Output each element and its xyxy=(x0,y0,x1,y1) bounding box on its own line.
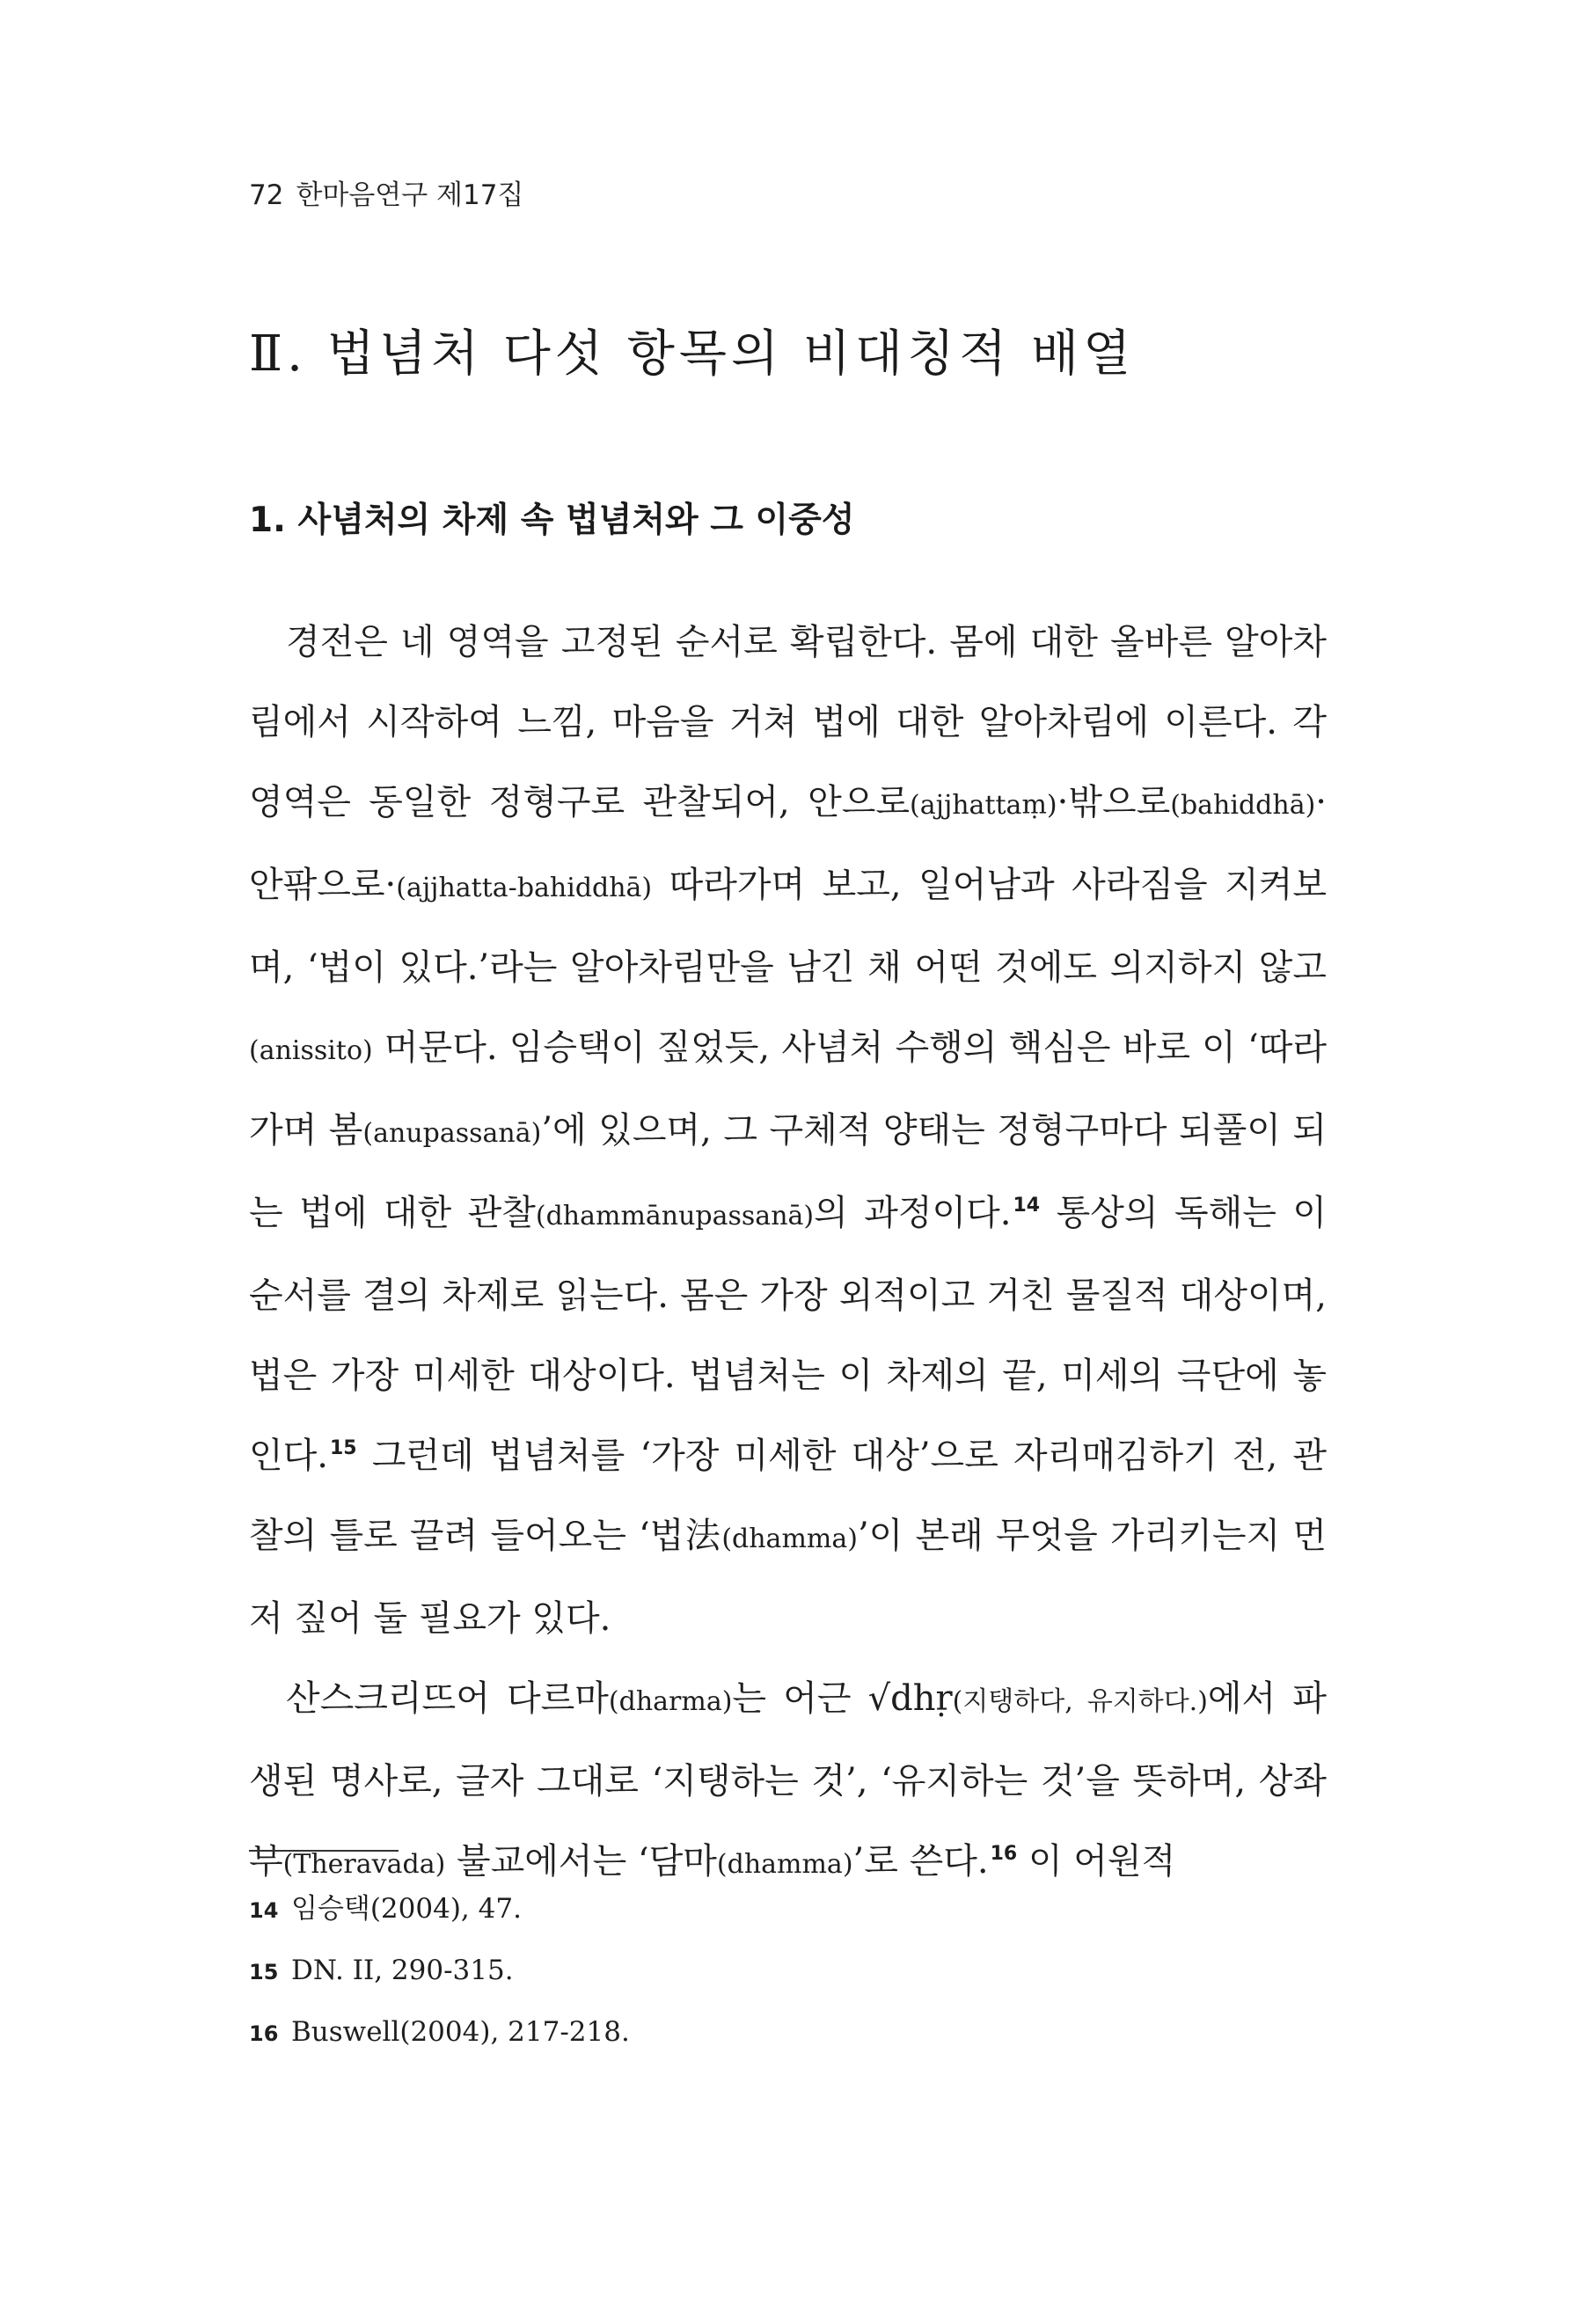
text-run: 산스크리뜨어 다르마 xyxy=(286,1678,609,1719)
romanized-term: (dhamma) xyxy=(721,1524,858,1554)
romanized-term: (dhammānupassanā) xyxy=(535,1201,815,1231)
text-run: 에서 파생된 명사로, 글자 그대로 ‘지탱하는 것’, ‘유지하는 것’을 뜻하며, 상좌부 xyxy=(249,1678,1327,1882)
text-run: 통상의 독해는 이 순서를 결의 차제로 읽는다. 몸은 가장 외적이고 거친 물질적 대상이며, 법은 가장 미세한 대상이다. 법념처는 이 차제의 끝, 미세의 극단에 놓인다. xyxy=(249,1193,1328,1476)
text-run: ’이 본래 무엇을 가리키는지 먼저 짚어 둘 필요가 있다. xyxy=(249,1516,1327,1639)
romanized-term: (dhamma) xyxy=(716,1849,853,1880)
footnote-divider xyxy=(249,1850,399,1852)
text-run: ’에 있으며, 그 구체적 양태는 정형구마다 되풀이 되는 법에 대한 관찰 xyxy=(249,1110,1328,1233)
section-title: 1. 사념처의 차제 속 법념처와 그 이중성 xyxy=(249,501,855,540)
text-run: 머문다. 임승택이 짚었듯, 사념처 수행의 핵심은 바로 이 ‘따라가며 봄 xyxy=(249,1027,1327,1151)
text-run: 이 어원적 xyxy=(1017,1841,1176,1882)
footnote-number: 15 xyxy=(249,1960,279,1984)
body-text xyxy=(249,603,1327,1904)
footnote-ref-16[interactable]: 16 xyxy=(990,1843,1018,1865)
romanized-term: (anissito) xyxy=(249,1035,373,1066)
footnote-number: 14 xyxy=(249,1898,279,1923)
romanized-term: (Theravada) xyxy=(282,1849,446,1880)
paragraph-2 xyxy=(249,1659,1327,1904)
footnote-ref-15[interactable]: 15 xyxy=(330,1437,357,1459)
chapter-title: Ⅱ. 법념처 다섯 항목의 비대칭적 배열 xyxy=(249,325,1136,383)
footnote-text: Buswell(2004), 217-218. xyxy=(291,2016,630,2048)
footnote-number: 16 xyxy=(249,2021,279,2046)
text-run: 따라가며 보고, 일어남과 사라짐을 지켜보며, ‘법이 있다.’라는 알아차림만을 남긴 채 어떤 것에도 의지하지 않고 xyxy=(249,865,1327,988)
running-header xyxy=(249,172,523,212)
text-run: 의 과정이다. xyxy=(814,1193,1012,1233)
footnote-text: 임승택(2004), 47. xyxy=(291,1893,522,1925)
footnote-ref-14[interactable]: 14 xyxy=(1013,1195,1041,1217)
footnote-15 xyxy=(249,1940,630,2001)
text-run: 불교에서는 ‘담마 xyxy=(445,1841,717,1882)
footnote-14 xyxy=(249,1878,630,1940)
text-run: ·밖으로 xyxy=(1057,782,1171,822)
gloss: (지탱하다, 유지하다.) xyxy=(952,1686,1208,1717)
paragraph-1 xyxy=(249,603,1327,1659)
journal-title: 한마음연구 제17집 xyxy=(296,179,524,211)
footnotes xyxy=(249,1878,630,2063)
romanized-term: (dharma) xyxy=(608,1686,733,1717)
text-run: 는 어근 √dhṛ xyxy=(732,1678,953,1719)
footnote-16 xyxy=(249,2001,630,2063)
text-run: ·안팎으로· xyxy=(249,782,1327,905)
romanized-term: (bahiddhā) xyxy=(1170,790,1316,821)
romanized-term: (anupassanā) xyxy=(362,1118,542,1149)
footnote-text: DN. II, 290-315. xyxy=(291,1955,514,1986)
text-run: 그런데 법념처를 ‘가장 미세한 대상’으로 자리매김하기 전, 관찰의 틀로 끌려 들어오는 ‘법法 xyxy=(249,1436,1327,1556)
page-number: 72 xyxy=(249,179,284,211)
text-run: 경전은 네 영역을 고정된 순서로 확립한다. 몸에 대한 올바른 알아차림에서 시작하여 느낌, 마음을 거쳐 법에 대한 알아차림에 이른다. 각 영역은 동일한 정형구로 관찰되어, 안으로 xyxy=(249,622,1327,822)
text-run: ’로 쓴다. xyxy=(852,1841,989,1882)
romanized-term: (ajjhattaṃ) xyxy=(910,790,1057,821)
romanized-term: (ajjhatta-bahiddhā) xyxy=(396,873,653,903)
